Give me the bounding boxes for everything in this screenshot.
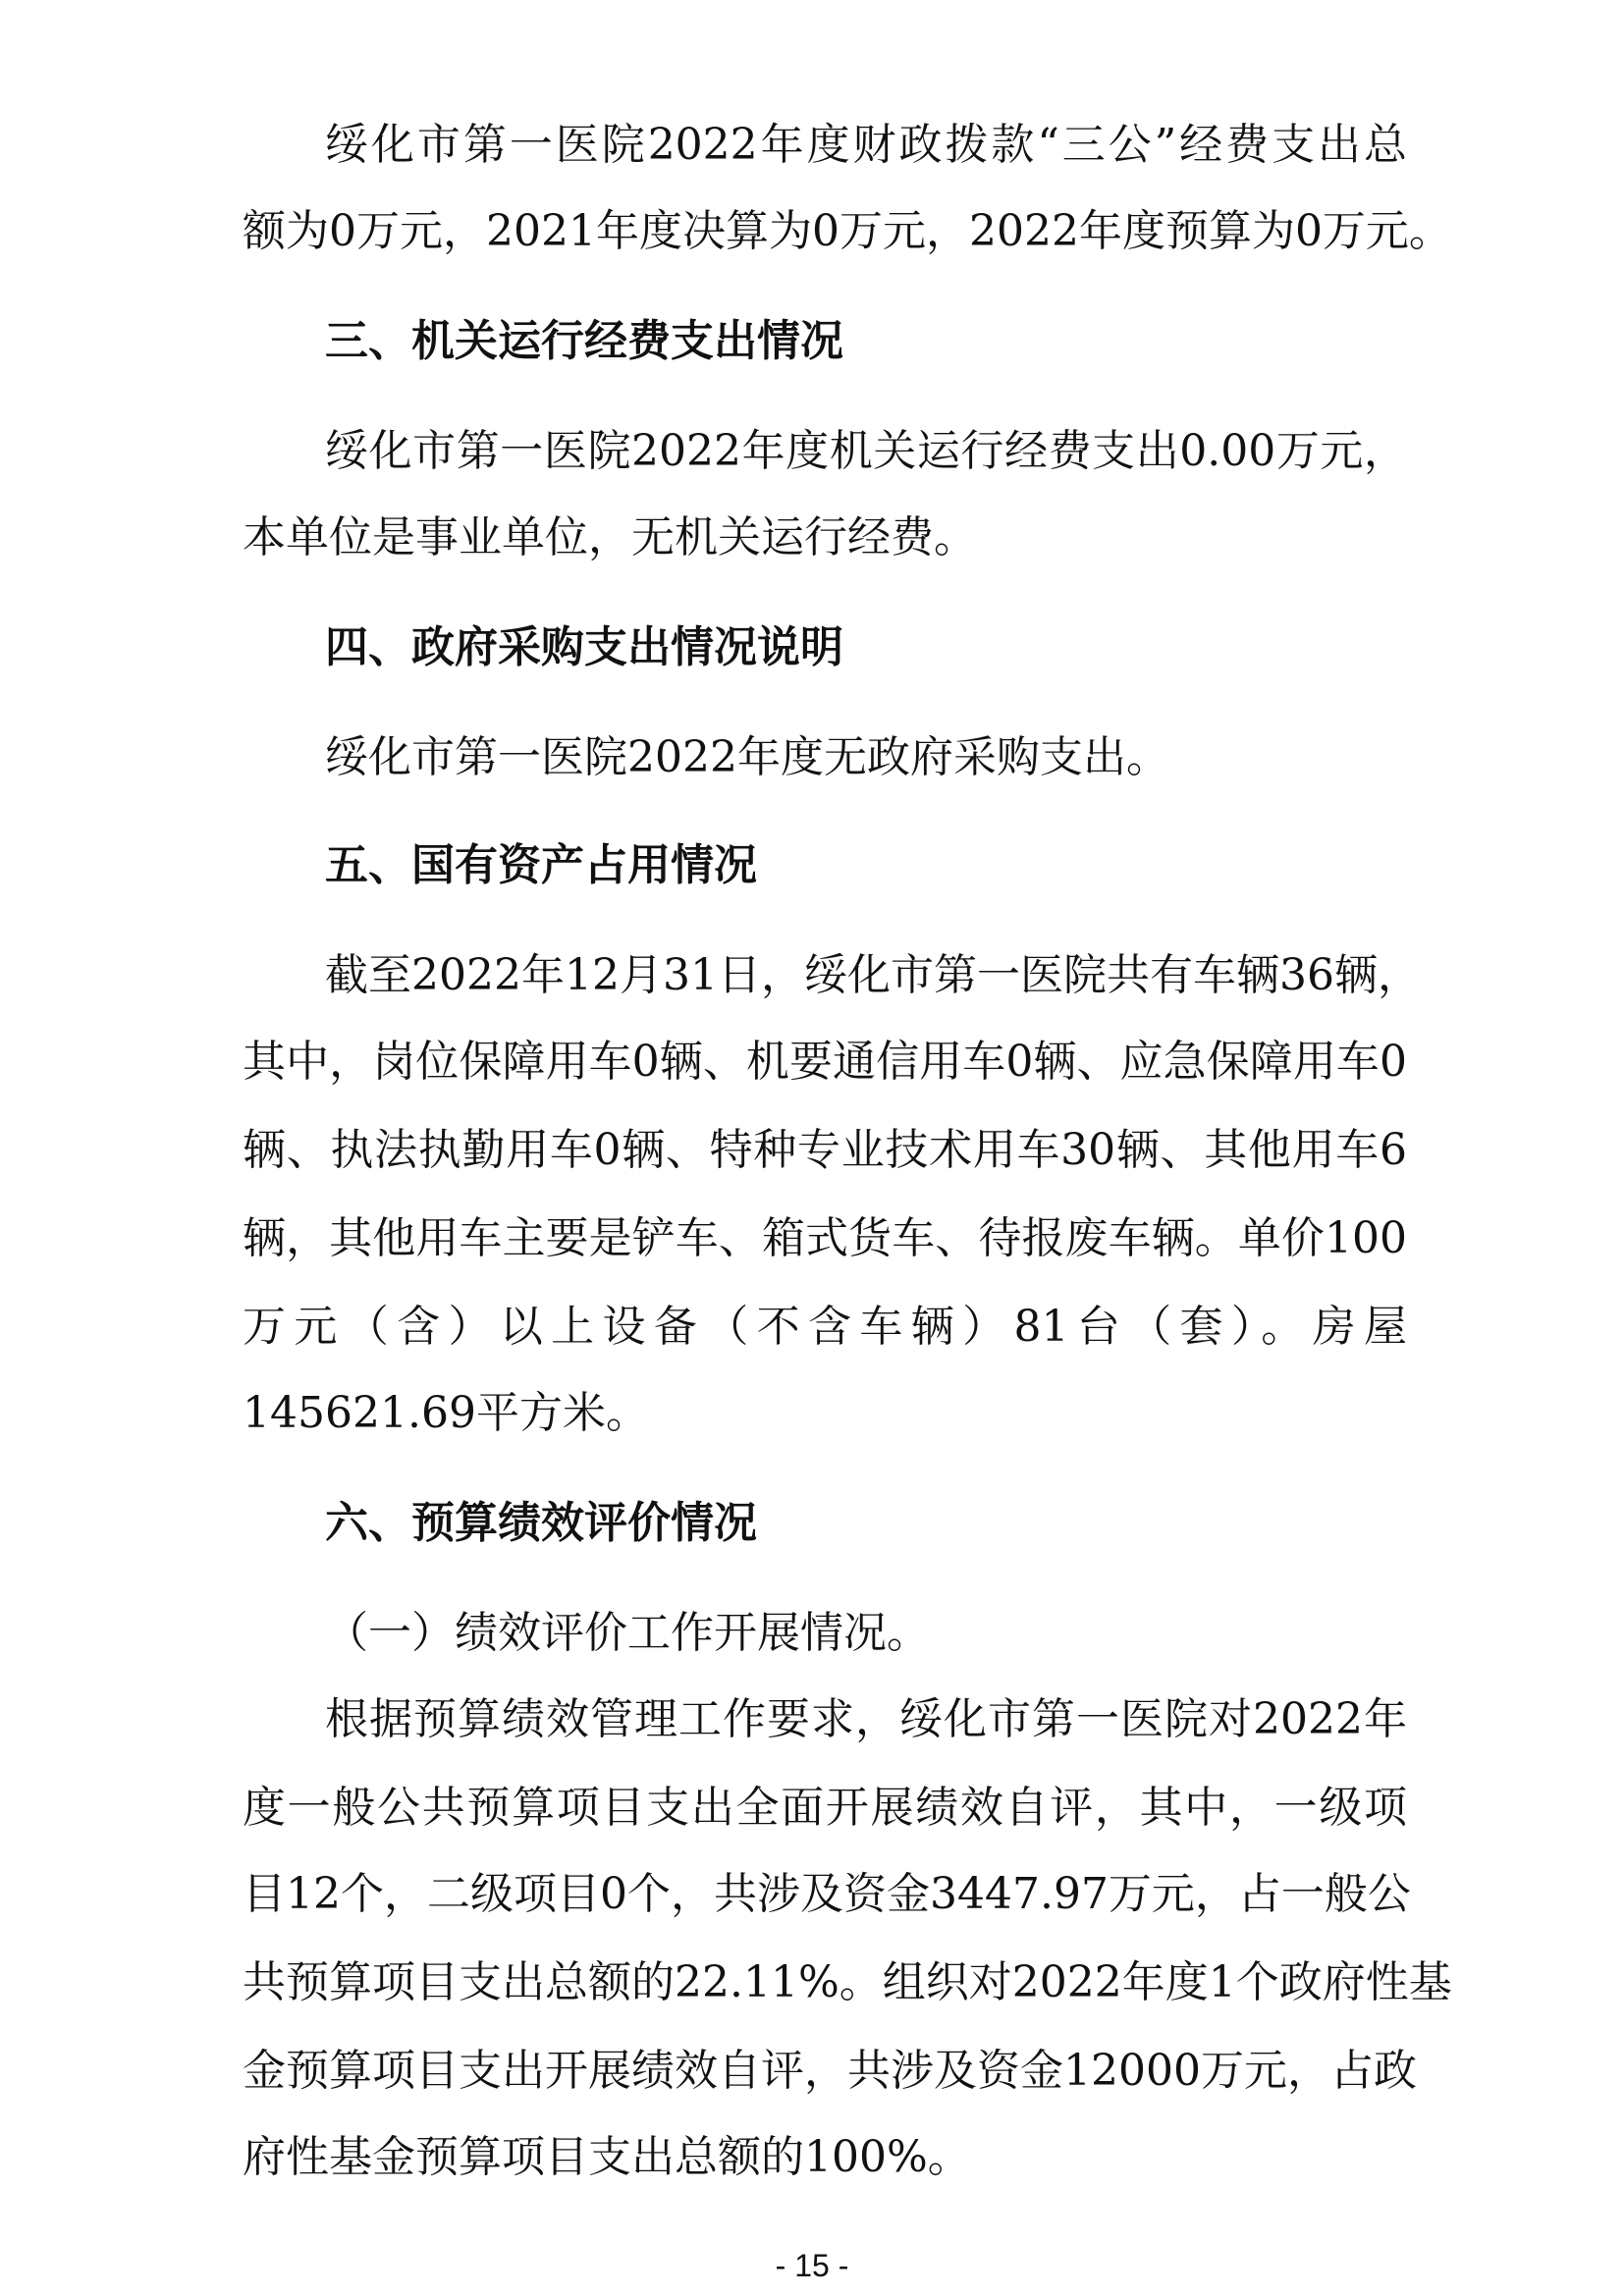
page-number: - 15 - — [775, 2248, 849, 2283]
subsection-heading: （一）绩效评价工作开展情况。 — [325, 1608, 930, 1658]
paragraph-line: 截至2022年12月31日，绥化市第一医院共有车辆36辆， — [325, 950, 1421, 1000]
section-heading-4: 四、政府采购支出情况说明 — [325, 622, 843, 672]
section-heading-6: 六、预算绩效评价情况 — [325, 1498, 757, 1548]
paragraph-line: 本单位是事业单位，无机关运行经费。 — [243, 512, 977, 562]
paragraph-line: 额为0万元，2021年度决算为0万元，2022年度预算为0万元。 — [243, 206, 1452, 256]
paragraph-line: 绥化市第一医院2022年度无政府采购支出。 — [325, 732, 1169, 782]
paragraph-line: 其中，岗位保障用车0辆、机要通信用车0辆、应急保障用车0 — [243, 1037, 1407, 1087]
paragraph-line: 府性基金预算项目支出总额的100%。 — [243, 2132, 971, 2182]
paragraph-line: 绥化市第一医院2022年度财政拨款“三公”经费支出总 — [325, 120, 1407, 170]
section-heading-5: 五、国有资产占用情况 — [325, 840, 757, 890]
paragraph-line: 金预算项目支出开展绩效自评，共涉及资金12000万元，占政 — [243, 2046, 1417, 2096]
paragraph-line: 绥化市第一医院2022年度机关运行经费支出0.00万元， — [325, 426, 1407, 476]
paragraph-line: 辆，其他用车主要是铲车、箱式货车、待报废车辆。单价100 — [243, 1213, 1407, 1263]
paragraph-line: 共预算项目支出总额的22.11%。组织对2022年度1个政府性基 — [243, 1957, 1452, 2007]
paragraph-line: 万元（含）以上设备（不含车辆）81台（套）。房屋 — [243, 1302, 1407, 1352]
section-heading-3: 三、机关运行经费支出情况 — [325, 316, 843, 366]
paragraph-line: 根据预算绩效管理工作要求，绥化市第一医院对2022年 — [325, 1694, 1407, 1744]
paragraph-line: 辆、执法执勤用车0辆、特种专业技术用车30辆、其他用车6 — [243, 1125, 1407, 1175]
paragraph-line: 度一般公共预算项目支出全面开展绩效自评，其中，一级项 — [243, 1783, 1407, 1833]
paragraph-line: 145621.69平方米。 — [243, 1388, 649, 1438]
paragraph-line: 目12个，二级项目0个，共涉及资金3447.97万元，占一般公 — [243, 1869, 1411, 1919]
